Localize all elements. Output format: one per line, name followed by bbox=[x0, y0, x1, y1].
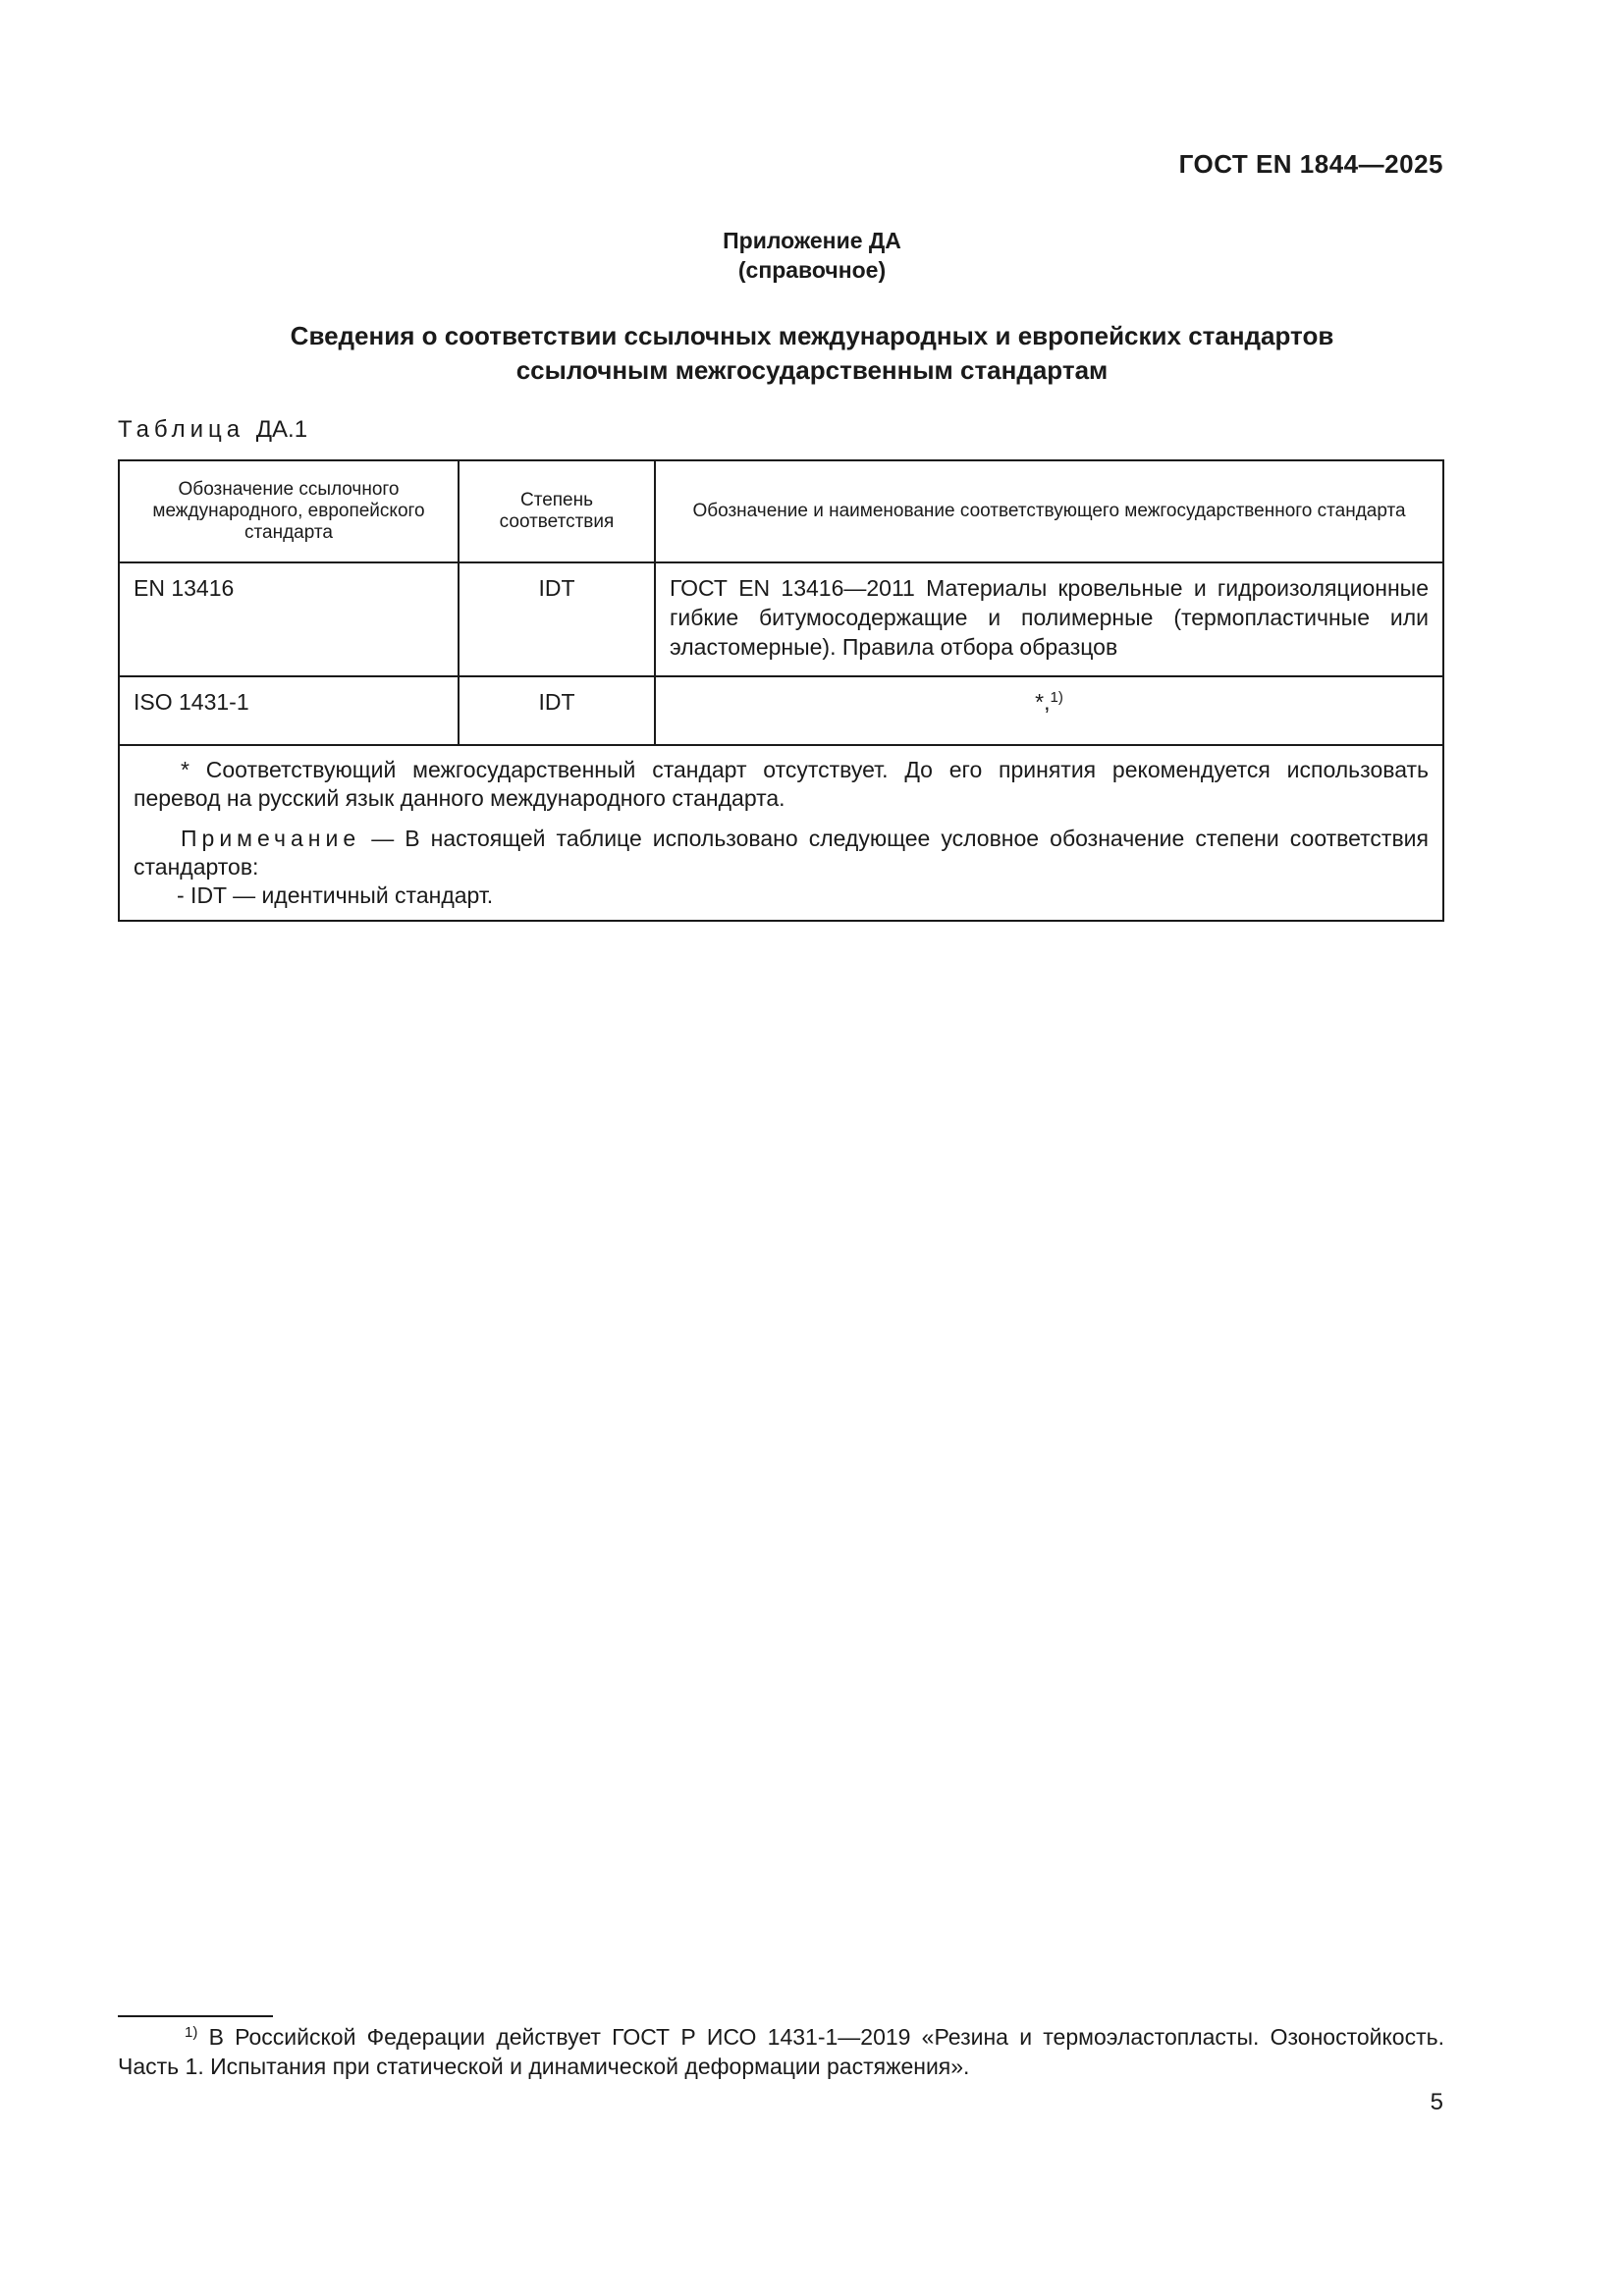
table-row bbox=[119, 676, 1443, 745]
table-note bbox=[134, 825, 1429, 881]
cell-interstate-text: *, bbox=[1035, 689, 1051, 715]
footnote-marker: 1) bbox=[185, 2024, 198, 2041]
table-caption-number: ДА.1 bbox=[255, 416, 308, 443]
header-ref-standard: Обозначение ссылочного международного, европейского стандарта bbox=[119, 460, 459, 562]
footnote-separator bbox=[118, 2015, 273, 2017]
annex-title bbox=[0, 319, 1624, 388]
footnote bbox=[118, 2022, 1444, 2081]
cell-interstate-standard bbox=[655, 676, 1443, 745]
table-header-row bbox=[119, 460, 1443, 562]
footnote-text: В Российской Федерации действует ГОСТ Р ИСО 1431-1—2019 «Резина и термоэластопласты. Озоностойкость. Часть 1. Испытания при статической и динамической деформации растяжения». bbox=[118, 2024, 1444, 2079]
annex-heading bbox=[0, 226, 1624, 285]
cell-ref-standard: ISO 1431-1 bbox=[119, 676, 459, 745]
star-note: * Соответствующий межгосударственный стандарт отсутствует. До его принятия рекомендуется использовать перевод на русский язык данного международного стандарта. bbox=[134, 757, 1429, 811]
note-text: — В настоящей таблице использовано следующее условное обозначение степени соответствия стандартов: bbox=[134, 826, 1429, 880]
note-list-item: - IDT — идентичный стандарт. bbox=[177, 882, 494, 908]
page-number: 5 bbox=[1430, 2089, 1443, 2115]
document-code: ГОСТ EN 1844—2025 bbox=[1178, 149, 1443, 179]
annex-type: (справочное) bbox=[737, 257, 887, 283]
table-caption-word: Таблица bbox=[118, 416, 245, 443]
table-row bbox=[119, 562, 1443, 676]
standards-table bbox=[118, 459, 1444, 922]
header-degree: Степень соответствия bbox=[459, 460, 655, 562]
cell-interstate-standard bbox=[655, 562, 1443, 676]
footnote-reference: 1) bbox=[1050, 689, 1063, 706]
note-label: Примечание bbox=[181, 826, 361, 851]
table-notes-cell bbox=[119, 745, 1443, 921]
table-notes-row bbox=[119, 745, 1443, 921]
table-caption bbox=[118, 416, 307, 444]
cell-ref-standard: EN 13416 bbox=[119, 562, 459, 676]
cell-degree: IDT bbox=[459, 676, 655, 745]
annex-label: Приложение ДА bbox=[723, 228, 901, 253]
cell-interstate-text: ГОСТ EN 13416—2011 Материалы кровельные и гидроизоляционные гибкие битумосодержащие и полимерные (термопластичные или эластомерные). Правила отбора образцов bbox=[670, 575, 1429, 660]
annex-title-line-1: Сведения о соответствии ссылочных международных и европейских стандартов bbox=[290, 321, 1334, 350]
cell-degree: IDT bbox=[459, 562, 655, 676]
header-interstate-standard: Обозначение и наименование соответствующего межгосударственного стандарта bbox=[655, 460, 1443, 562]
annex-title-line-2: ссылочным межгосударственным стандартам bbox=[515, 355, 1109, 385]
